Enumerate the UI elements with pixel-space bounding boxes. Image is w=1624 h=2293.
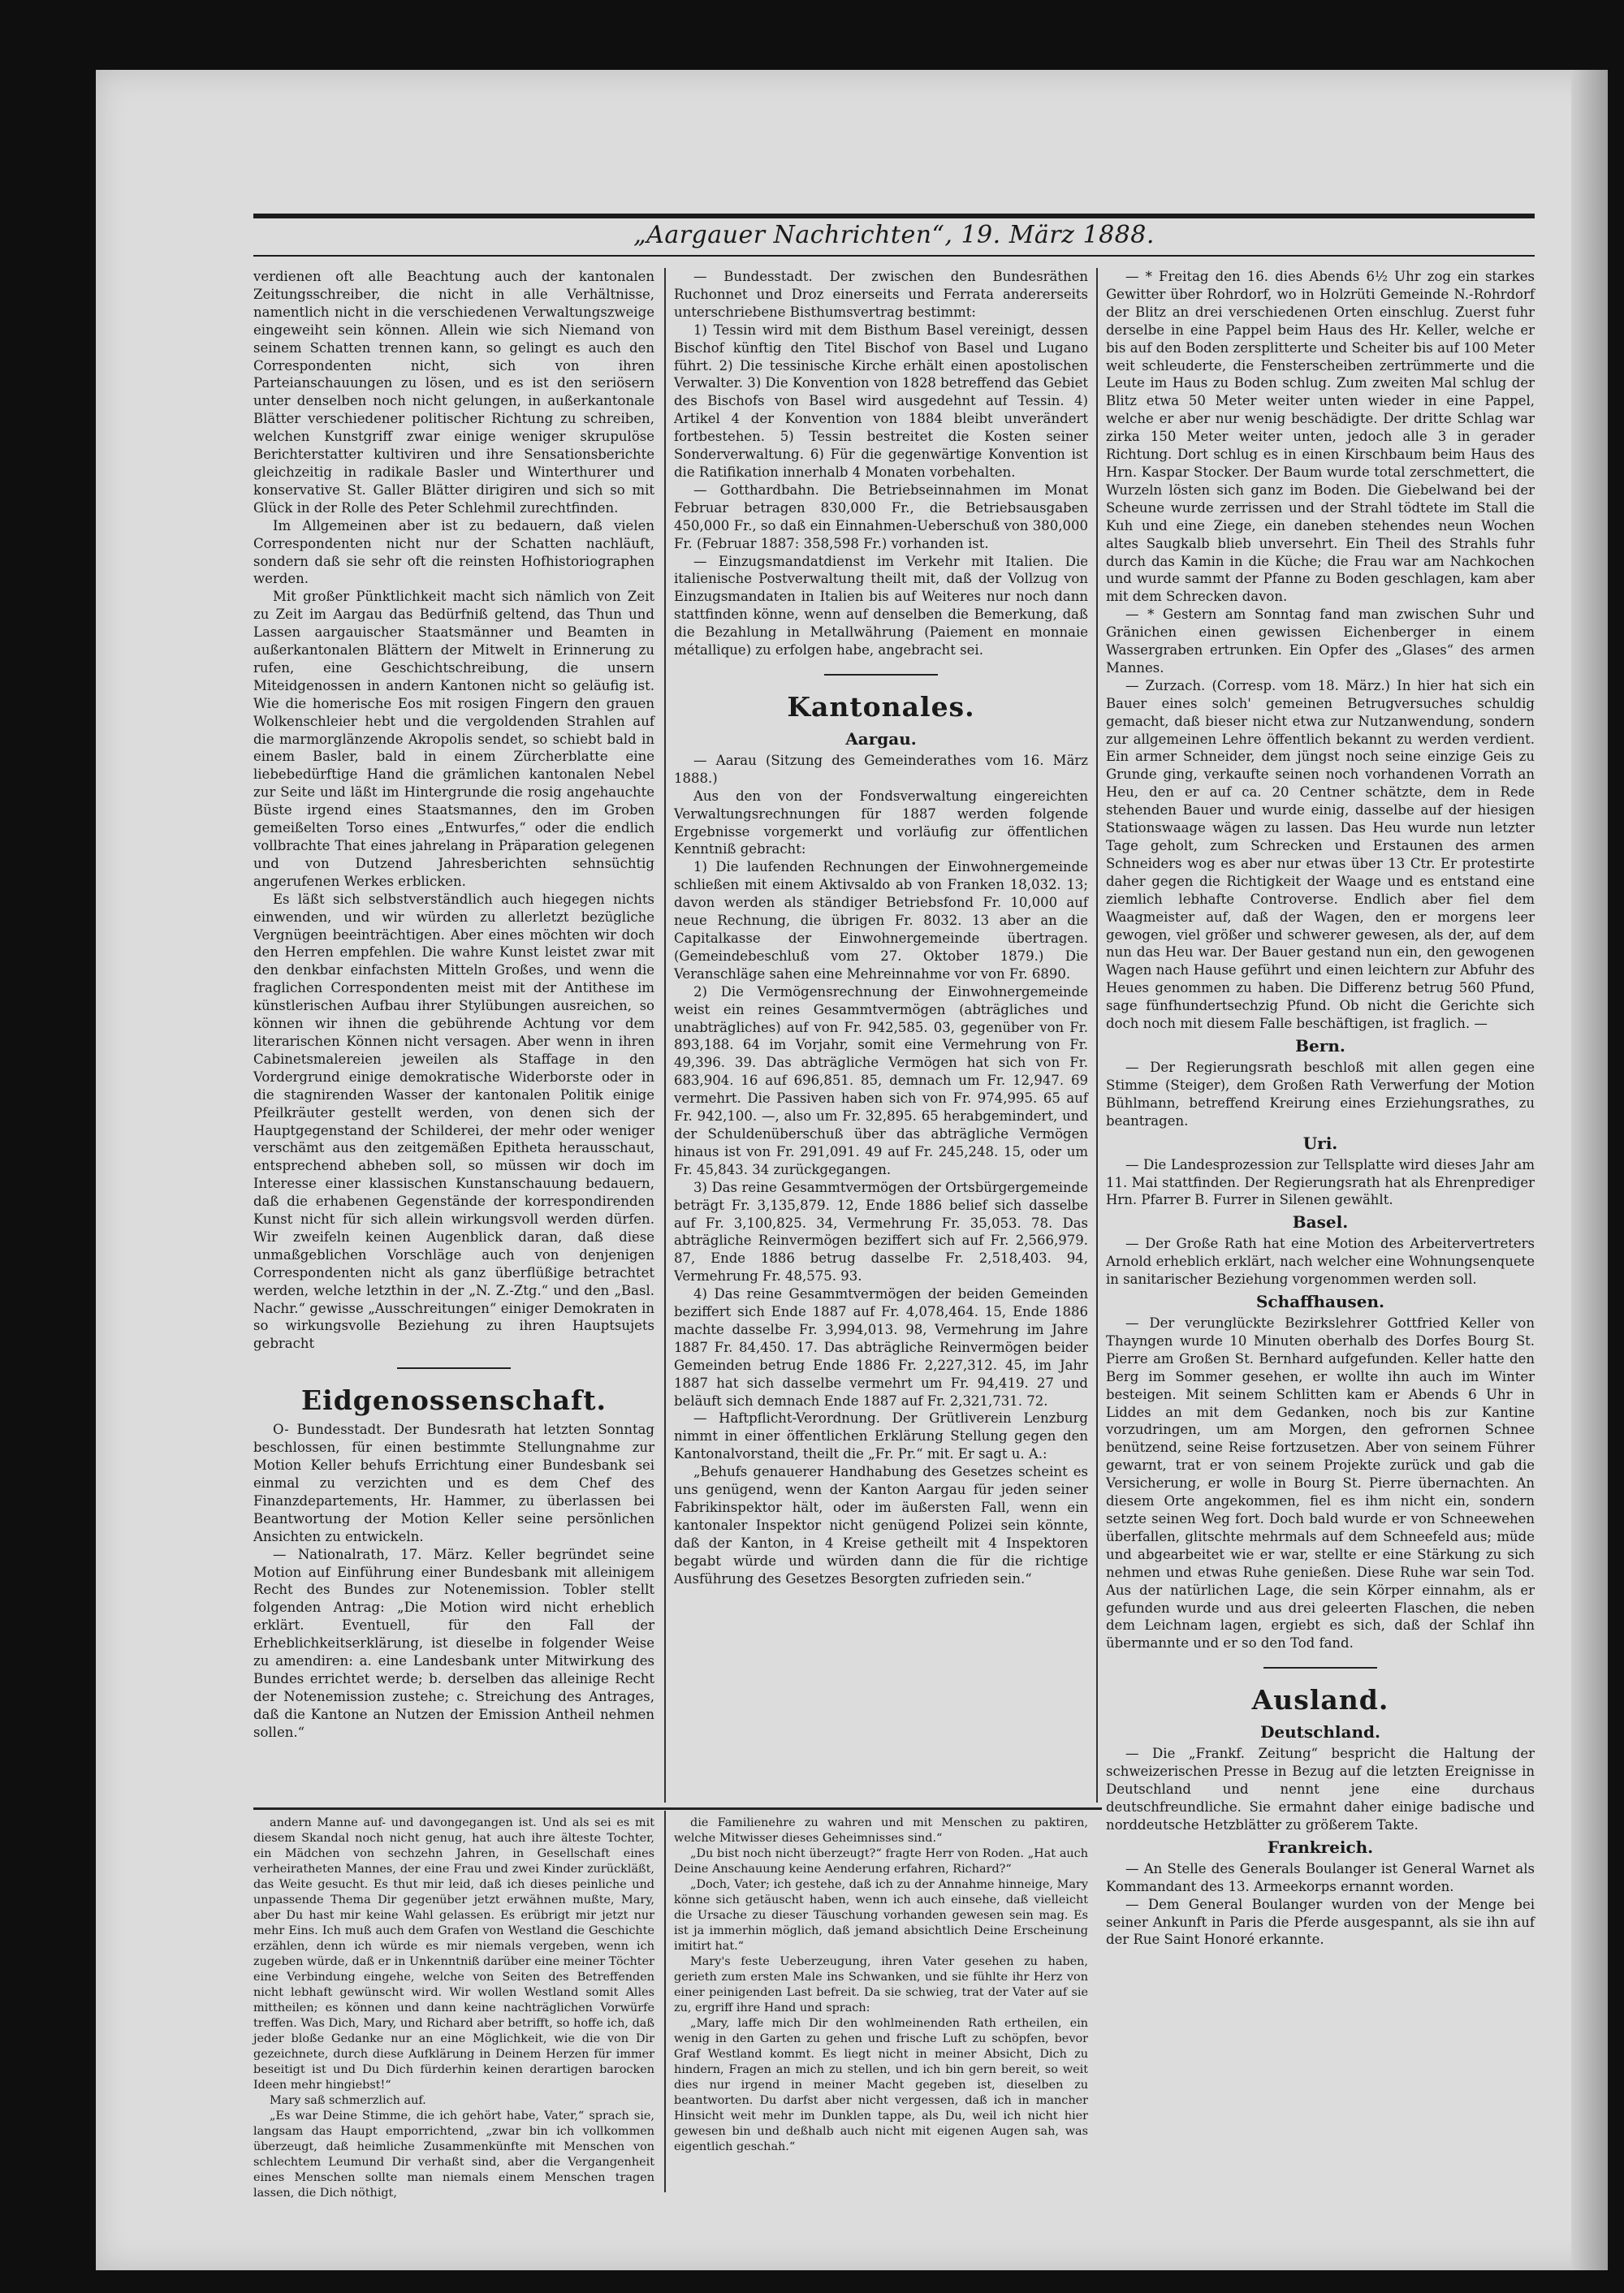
masthead: „Aargauer Nachrichten“, 19. März 1888.	[633, 221, 1155, 249]
article-paragraph: — Nationalrath, 17. März. Keller begründet seine Motion auf Einführung einer Bundesbank mit alleinigem Recht des Bundes zur Notenemission. Tobler stellt folgenden Antrag: „Die Motion wird nicht erheblich erklärt. Eventuell, für den Fall der Erheblichkeitserklärung, ist dieselbe in folgender Weise zu amendiren: a. eine Landesbank unter Mitwirkung des Bundes errichtet werde; b. derselben das alleinige Recht der Notenemission zustehe; c. Streichung des Antrages, daß die Kantone an Nutzen der Emission Antheil nehmen sollen.“	[253, 1546, 654, 1740]
article-paragraph: 4) Das reine Gesammtvermögen der beiden Gemeinden beziffert sich Ende 1887 auf Fr. 4,078,464. 15, Ende 1886 machte dasselbe Fr. 3,994,013. 98, Vermehrung im Jahre 1887 Fr. 84,450. 17. Das abträgliche Reinvermögen beider Gemeinden betrug Ende 1886 Fr. 2,227,312. 45, im Jahr 1887 hat sich dasselbe vermehrt um Fr. 94,419. 27 und beläuft sich demnach Ende 1887 auf Fr. 2,321,731. 72.	[674, 1286, 1088, 1409]
header-rule-bottom	[253, 255, 1535, 257]
article-paragraph: 3) Das reine Gesammtvermögen der Ortsbürgergemeinde beträgt Fr. 3,135,879. 12, Ende 1886 belief sich dasselbe auf Fr. 3,100,825. 34, Vermehrung Fr. 35,053. 78. Das abträgliche Reinvermögen beziffert sich auf Fr. 2,566,979. 87, Ende 1886 betrug dasselbe Fr. 2,518,403. 94, Vermehrung Fr. 48,575. 93.	[674, 1179, 1088, 1285]
article-paragraph: Aus den von der Fondsverwaltung eingereichten Verwaltungsrechnungen für 1887 werden folgende Ergebnisse vorgemerkt und vorläufig zur öffentlichen Kenntniß gebracht:	[674, 788, 1088, 857]
section-separator	[397, 1367, 511, 1369]
article-paragraph: — * Gestern am Sonntag fand man zwischen Suhr und Gränichen einen gewissen Eichenberger in einem Wassergraben ertrunken. Ein Opfer des „Glases“ des armen Mannes.	[1106, 607, 1535, 676]
section-separator	[824, 674, 938, 676]
article-paragraph: — Aarau (Sitzung des Gemeinderathes vom 16. März 1888.)	[674, 752, 1088, 786]
page-edge	[1571, 70, 1608, 2270]
feuilleton-column-2	[674, 1816, 1088, 2192]
subheading-aargau: Aargau.	[845, 728, 917, 749]
article-paragraph: — Der verunglückte Bezirkslehrer Gottfried Keller von Thayngen wurde 10 Minuten oberhalb des Dorfes Bourg St. Pierre am Großen St. Bernhard aufgefunden. Keller hatte den Berg im Sommer gesehen, er wollte ihn auch im Winter besteigen. Mit seinem Schlitten kam er Abends 6 Uhr in Liddes an mit dem Gedanken, noch bis zur Kantine vorzudringen, um am Morgen, den gefrornen Schnee benützend, seine Reise fortzusetzen. Aber von seinem Führer gewarnt, trat er von seinem Projekte zurück und gab die Versicherung, er wolle in Bourg St. Pierre übernachten. An diesem Orte angekommen, fiel es ihm nicht ein, sondern setzte seinen Weg fort. Doch bald wurde er von Schneewehen überfallen, glitschte mehrmals auf dem Schneefeld aus; müde und abgearbeitet wie er war, stellte er eine Stärkung zu sich nehmen und etwas Ruhe genießen. Diese Ruhe war sein Tod. Aus der natürlichen Lage, die sein Körper einnahm, als er gefunden wurde und aus drei geleerten Flaschen, die neben dem Leichnam lagen, ergiebt es sich, daß der Schlaf ihn übermannte und er so den Tod fand.	[1106, 1315, 1535, 1652]
feuilleton-paragraph: „Doch, Vater; ich gestehe, daß ich zu der Annahme hinneige, Mary könne sich getäuscht haben, wenn ich auch einsehe, daß vielleicht die Ursache zu dieser Täuschung vorhanden gewesen sein mag. Es ist ja immerhin möglich, daß jemand absichtlich Deine Erscheinung imitirt hat.“	[674, 1878, 1088, 1953]
article-paragraph: — An Stelle des Generals Boulanger ist General Warnet als Kommandant des 13. Armeekorps ernannt worden.	[1106, 1860, 1535, 1894]
article-paragraph: „Behufs genauerer Handhabung des Gesetzes scheint es uns genügend, wenn der Kanton Aargau für jeden seiner Fabrikinspektor hält, oder im äußersten Fall, wenn ein kantonaler Inspektor nicht genügend Polizei sein könnte, daß der Kanton, in 4 Kreise getheilt mit 4 Inspektoren begabt würde und würden dann die für die richtige Ausführung des Gesetzes Besorgten zufrieden sein.“	[674, 1464, 1088, 1587]
article-paragraph: Es läßt sich selbstverständlich auch hiegegen nichts einwenden, und wir würden zu allerletzt bezügliche Vergnügen beeinträchtigen. Aber eines möchten wir doch den Herren empfehlen. Die wahre Kunst leistet zwar mit den denkbar einfachsten Mitteln Großes, und wenn die fraglichen Correspondenten meist mit der Antithese im künstlerischen Aufbau ihrer Stylübungen ausreichen, so können wir ihnen die gebührende Achtung vor dem literarischen Können nicht versagen. Aber wenn in ihren Cabinetsmalereien jeweilen als Staffage in den Vordergrund einige demokratische Widerborste oder in die stagnirenden Wasser der kantonalen Politik einige Pfeilkräuter gestellt werden, von denen sich der Hauptgegenstand der Schilderei, der mehr oder weniger verschämt aus den zeitgemäßen Epitheta herausschaut, entsprechend abheben soll, so müssen wir doch im Interesse einer klassischen Kunstanschauung bedauern, daß die erhabenen Gegenstände der korrespondirenden Kunst nicht für sich allein wirkungsvoll werden dürfen. Wir zweifeln keinen Augenblick daran, daß diese unmaßgeblichen Vorschläge auch von denjenigen Correspondenten nicht als ganz überflüßige betrachtet werden, welche letzthin in der „N. Z.-Ztg.“ und den „Basl. Nachr.“ gewisse „Ausschreitungen“ einiger Demokraten in so wirkungsvolle Beziehung zu ihren Hauptsujets gebracht	[253, 891, 654, 1352]
subheading-deutschland: Deutschland.	[1260, 1722, 1380, 1742]
column-2	[674, 268, 1088, 1803]
section-heading-eidgenossenschaft: Eidgenossenschaft.	[301, 1384, 607, 1417]
article-paragraph: — Der Große Rath hat eine Motion des Arbeitervertreters Arnold erheblich erklärt, nach welcher eine Wohnungsenquete in sanitarischer Beziehung vorgenommen werden soll.	[1106, 1236, 1535, 1288]
column-3	[1106, 268, 1535, 2192]
article-paragraph: — * Freitag den 16. dies Abends 6½ Uhr zog ein starkes Gewitter über Rohrdorf, wo in Holzrüti Gemeinde N.-Rohrdorf der Blitz an drei verschiedenen Orten einschlug. Zuerst fuhr derselbe in eine Pappel beim Haus des Hr. Keller, welche er bis auf den Boden zersplitterte und Scheiter bis auf 100 Meter weit schleuderte, die Fensterscheiben zertrümmerte und die Leute im Haus zu Boden schlug. Zum zweiten Mal schlug der Blitz etwa 50 Meter weiter unten wieder in eine Pappel, welche er aber nur wenig beschädigte. Der dritte Schlag war zirka 150 Meter weiter unten, jedoch alle 3 in gerader Richtung. Dort schlug es in einen Kirschbaum beim Haus des Hrn. Kaspar Stocker. Der Baum wurde total zerschmettert, die Wurzeln lösten sich ganz im Boden. Die Giebelwand bei der Scheune wurde zerrissen und der Strahl tödtete im Stall die Kuh und eine Ziege, ein daneben stehendes neun Wochen altes Saugkalb blieb unversehrt. Ein Theil des Strahls fuhr durch das Kamin in die Küche; die Frau war am Nachkochen und wurde sammt der Pfanne zu Boden geschlagen, kam aber mit dem Schrecken davon.	[1106, 269, 1535, 605]
article-paragraph: — Zurzach. (Corresp. vom 18. März.) In hier hat sich ein Bauer eines solch' gemeinen Betrugversuches schuldig gemacht, daß bieser nicht etwa zur Nutzanwendung, sondern zur allgemeinen Lehre öffentlich bekannt zu werden verdient. Ein armer Schneider, dem jüngst noch seine einzige Geis zu Grunde ging, verkaufte seinen noch vorhandenen Vorrath an Heu, den er auf ca. 20 Centner schätzte, dem in Rede stehenden Bauer und wurde einig, dasselbe auf der hiesigen Stationswaage wägen zu lassen. Das Heu wurde nun letzter Tage geholt, zum Schrecken und Erstaunen des armen Schneiders wog es aber nur etwas über 13 Ctr. Er protestirte daher gegen die Richtigkeit der Waage und es entstand eine ziemlich lebhafte Controverse. Endlich aber fiel dem Waagmeister auf, daß der Wagen, den er morgens leer gewogen, viel größer und schwerer gewesen, als der, auf dem nun das Heu war. Der Bauer gestand nun ein, den gewogenen Wagen nach Hause geführt und einen leichtern zur Abfuhr des Heues genommen zu haben. Die Differenz betrug 560 Pfund, sage fünfhundertsechzig Pfund. Ob nicht die Gerichte sich doch noch mit diesem Falle beschäftigen, ist fraglich. —	[1106, 677, 1535, 1032]
article-paragraph: — Haftpflicht-Verordnung. Der Grütliverein Lenzburg nimmt in einer öffentlichen Erklärung Stellung gegen den Kantonalvorstand, theilt die „Fr. Pr.“ mit. Er sagt u. A.:	[674, 1410, 1088, 1462]
feuilleton-paragraph: andern Manne auf- und davongegangen ist. Und als sei es mit diesem Skandal noch nicht genug, hat auch ihre älteste Tochter, ein Mädchen von sechzehn Jahren, in Gesellschaft eines verheiratheten Mannes, der eine Frau und zwei Kinder zurückläßt, das Weite gesucht. Es thut mir leid, daß ich dieses peinliche und unpassende Thema Dir gegenüber jetzt erwähnen mußte, Mary, aber Du hast mir keine Wahl gelassen. Es erübrigt mir jetzt nur mehr Eins. Ich muß auch dem Grafen von Westland die Geschichte erzählen, denn ich würde es mir niemals vergeben, wenn ich zugeben würde, daß er in Unkenntniß darüber eine meiner Töchter eine Verbindung eingehe, welche von Seiten des Betreffenden nicht lebhaft gewünscht wird. Wir wollen Westland somit Alles mittheilen; es können und dann keine nachträglichen Vorwürfe treffen. Was Dich, Mary, und Richard aber betrifft, so hoffe ich, daß jeder bloße Gedanke nur an eine Möglichkeit, wie die von Dir gezeichnete, durch diese Aufklärung in Deinem Herzen für immer beseitigt ist und Du Dich fürderhin keinen derartigen barocken Ideen mehr hingiebst!“	[253, 1816, 654, 2092]
article-paragraph: Mit großer Pünktlichkeit macht sich nämlich von Zeit zu Zeit im Aargau das Bedürfniß geltend, das Thun und Lassen aargauischer Staatsmänner und Beamten in außerkantonalen Blättern der Mitwelt in Erinnerung zu rufen, eine Geschichtschreibung, die unsern Miteidgenossen in andern Kantonen nicht so geläufig ist. Wie die homerische Eos mit rosigen Fingern den grauen Wolkenschleier hebt und die vergoldenden Strahlen auf die marmorglänzende Akropolis sendet, so schiebt bald in einem Basler, bald in einem Zürcherblatte eine liebebedürftige Hand die grämlichen kantonalen Nebel zur Seite und läßt im Hintergrunde die rosig angehauchte Büste irgend eines Staatsmannes, den im Groben gemeißelten Torso eines „Entwurfes,“ oder die endlich vollbrachte That eines jahrelang in Präparation gelegenen und von Dutzend Jahresberichten sehnsüchtig angerufenen Werkes erblicken.	[253, 589, 654, 889]
feuilleton-column-1	[253, 1816, 654, 2200]
feuilleton-column-divider	[664, 1811, 666, 2192]
subheading-bern: Bern.	[1295, 1035, 1345, 1056]
feuilleton-paragraph: „Du bist noch nicht überzeugt?“ fragte Herr von Roden. „Hat auch Deine Anschauung keine Aenderung erfahren, Richard?“	[674, 1847, 1088, 1876]
article-paragraph: 2) Die Vermögensrechnung der Einwohnergemeinde weist ein reines Gesammtvermögen (abträgliches und unabträgliches) auf von Fr. 942,585. 03, gegenüber von Fr. 893,188. 64 im Vorjahr, somit eine Vermehrung von Fr. 49,396. 39. Das abträgliche Vermögen hat sich von Fr. 683,904. 16 auf 696,851. 85, demnach um Fr. 12,947. 69 vermehrt. Die Passiven haben sich von Fr. 974,995. 65 auf Fr. 942,100. —, also um Fr. 32,895. 65 herabgemindert, und der Schuldenüberschuß über das abträgliche Vermögen hinaus ist von Fr. 291,091. 49 auf Fr. 245,248. 15, oder um Fr. 45,843. 34 zurückgegangen.	[674, 983, 1088, 1177]
feuilleton-paragraph: Mary saß schmerzlich auf.	[270, 2094, 426, 2107]
article-paragraph: O- Bundesstadt. Der Bundesrath hat letzten Sonntag beschlossen, für einen bestimmte Stellungnahme zur Motion Keller behufs Errichtung einer Bundesbank sei einmal zu verzichten und es dem Chef des Finanzdepartements, Hr. Hammer, zu überlassen bei Beantwortung der Motion Keller seine persönlichen Ansichten zu entwickeln.	[253, 1422, 654, 1544]
section-separator	[1263, 1667, 1377, 1669]
article-paragraph: verdienen oft alle Beachtung auch der kantonalen Zeitungsschreiber, die nicht in alle Verhältnisse, namentlich nicht in die verschiedenen Verwaltungszweige eingeweiht sein können. Allein wie sich Niemand von seinem Schatten trennen kann, so gelingt es auch den Correspondenten nicht, sich von ihren Parteianschauungen zu lösen, und es ist den seriösern unter denselben noch nicht gelungen, in außerkantonale Blätter verschiedener politischer Richtung zu schreiben, welchen Kunstgriff zwar einige weniger skrupulöse Berichterstatter kultiviren und ihre Sensationsberichte gleichzeitig in radikale Basler und Winterthurer und konservative St. Galler Blätter dirigiren und sich so mit Glück in der Rolle des Peter Schlehmil zurechtfinden.	[253, 269, 654, 516]
feuilleton-paragraph: „Es war Deine Stimme, die ich gehört habe, Vater,“ sprach sie, langsam das Haupt emporrichtend, „zwar bin ich vollkommen überzeugt, daß heimliche Zusammenkünfte mit Menschen von schlechtem Leumund Dir verhaßt sind, aber die Vergangenheit eines Menschen sollte man niemals einem Menschen tragen lassen, die Dich nöthigt,	[253, 2109, 654, 2200]
subheading-frankreich: Frankreich.	[1267, 1837, 1374, 1857]
section-heading-kantonales: Kantonales.	[787, 690, 975, 723]
article-paragraph: — Die „Frankf. Zeitung“ bespricht die Haltung der schweizerischen Presse in Bezug auf die letzten Ereignisse in Deutschland und nennt jene eine durchaus deutschfreundliche. Sie ermahnt daher einige badische und norddeutsche Hetzblätter zu größerem Takte.	[1106, 1746, 1535, 1833]
section-heading-ausland: Ausland.	[1251, 1684, 1389, 1717]
feuilleton-paragraph: die Familienehre zu wahren und mit Menschen zu paktiren, welche Mitwisser dieses Geheimnisses sind.“	[674, 1816, 1088, 1845]
feuilleton-divider	[253, 1807, 1102, 1810]
article-paragraph: — Einzugsmandatdienst im Verkehr mit Italien. Die italienische Postverwaltung theilt mit, daß der Vollzug von Einzugsmandaten in Italien bis auf Weiteres nur noch dann stattfinden könne, wenn auf denselben die Bemerkung, daß die Bezahlung in Metallwährung (Paiement en monnaie métallique) zu erfolgen habe, angebracht sei.	[674, 553, 1088, 659]
article-paragraph: — Gotthardbahn. Die Betriebseinnahmen im Monat Februar betragen 830,000 Fr., die Betriebsausgaben 450,000 Fr., so daß ein Einnahmen-Ueberschuß von 380,000 Fr. (Februar 1887: 358,598 Fr.) vorhanden ist.	[674, 481, 1088, 551]
article-paragraph: 1) Die laufenden Rechnungen der Einwohnergemeinde schließen mit einem Aktivsaldo ab von Franken 18,032. 13; davon werden als ständiger Betriebsfond Fr. 10,000 auf neue Rechnung, die übrigen Fr. 8032. 13 aber an die Capitalkasse der Einwohnergemeinde übertragen. (Gemeindebeschluß vom 27. Oktober 1879.) Die Veranschläge sahen eine Mehreinnahme vor von Fr. 6890.	[674, 859, 1088, 982]
article-paragraph: Im Allgemeinen aber ist zu bedauern, daß vielen Correspondenten nicht nur der Schatten nachläuft, sondern daß sie sehr oft die reinsten Hofhistoriographen werden.	[253, 517, 654, 587]
article-paragraph: — Bundesstadt. Der zwischen den Bundesräthen Ruchonnet und Droz einerseits und Ferrata andererseits unterschriebene Bisthumsvertrag bestimmt:	[674, 269, 1088, 320]
article-paragraph: — Die Landesprozession zur Tellsplatte wird dieses Jahr am 11. Mai stattfinden. Der Regierungsrath hat als Ehrenprediger Hrn. Pfarrer B. Furrer in Silenen gewählt.	[1106, 1156, 1535, 1208]
subheading-uri: Uri.	[1302, 1133, 1338, 1153]
column-1	[253, 268, 654, 1803]
subheading-schaffhausen: Schaffhausen.	[1255, 1292, 1385, 1312]
article-paragraph: — Dem General Boulanger wurden von der Menge bei seiner Ankunft in Paris die Pferde ausgespannt, als sie ihn auf der Rue Saint Honoré erkannte.	[1106, 1896, 1535, 1948]
column-divider-1	[664, 268, 666, 1803]
subheading-basel: Basel.	[1292, 1212, 1349, 1233]
feuilleton-paragraph: „Mary, laffe mich Dir den wohlmeinenden Rath ertheilen, ein wenig in den Garten zu gehen und frische Luft zu schöpfen, bevor Graf Westland kommt. Es liegt nicht in meiner Absicht, Dich zu hindern, Fragen an mich zu stellen, und ich bin gern bereit, so weit dies nur irgend in meiner Macht gegeben ist, dieselben zu beantworten. Du darfst aber nicht vergessen, daß ich in mancher Hinsicht weit mehr im Dunklen tappe, als Du, weil ich nicht hier gewesen bin und deßhalb auch nicht mit eigenen Augen sah, was eigentlich geschah.“	[674, 2017, 1088, 2153]
article-paragraph: — Der Regierungsrath beschloß mit allen gegen eine Stimme (Steiger), dem Großen Rath Verwerfung der Motion Bühlmann, betreffend Kreirung eines Erziehungsrathes, zu beantragen.	[1106, 1059, 1535, 1129]
column-divider-2	[1096, 268, 1098, 1803]
article-paragraph: 1) Tessin wird mit dem Bisthum Basel vereinigt, dessen Bischof künftig den Titel Bischof von Basel und Lugano führt. 2) Die tessinische Kirche erhält einen apostolischen Verwalter. 3) Die Konvention von 1828 betreffend das Gebiet des Bischofs von Basel wird ausgedehnt auf Tessin. 4) Artikel 4 der Konvention von 1884 bleibt unverändert fortbestehen. 5) Tessin bestreitet die Kosten seiner Sonderverwaltung. 6) Für die gegenwärtige Konvention ist die Ratifikation innerhalb 4 Monaten vorbehalten.	[674, 322, 1089, 480]
feuilleton-paragraph: Mary's feste Ueberzeugung, ihren Vater gesehen zu haben, gerieth zum ersten Male ins Schwanken, und sie fühlte ihr Herz von einer peinigenden Last befreit. Da sie schwieg, trat der Vater auf sie zu, ergriff ihre Hand und sprach:	[674, 1955, 1088, 2014]
